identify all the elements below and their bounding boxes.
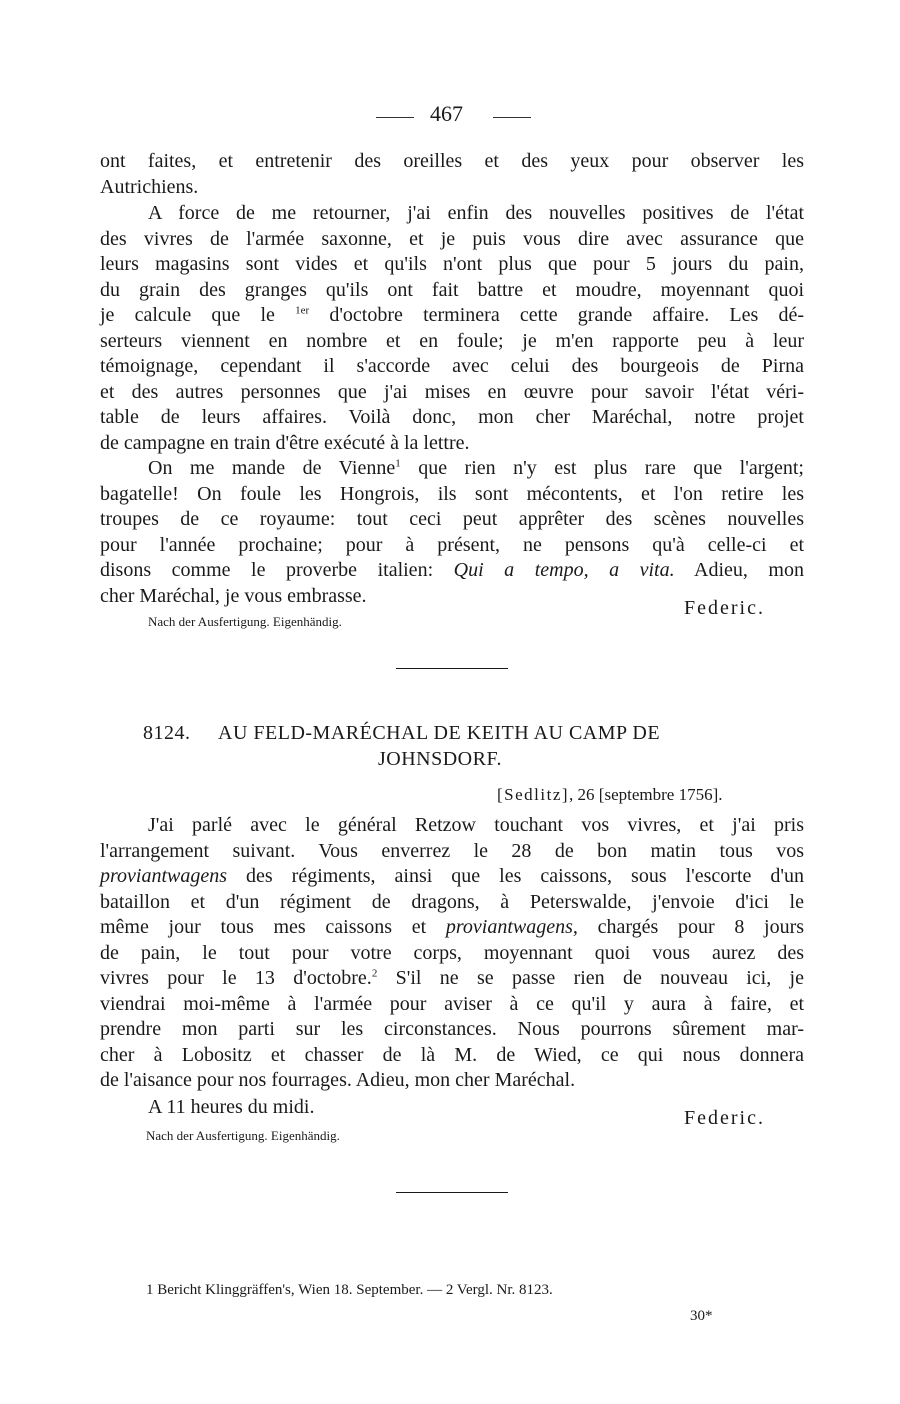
text-span: que rien n'y est plus rare que l'argent; <box>400 457 804 479</box>
text-span: je calcule que le <box>100 304 296 326</box>
text-span: S'il ne se passe rien de nouveau ici, je <box>377 967 804 989</box>
text-span: vivres pour le 13 d'octobre. <box>100 967 372 989</box>
text-span: d'octobre terminera cette grande affaire. Les dé- <box>309 304 804 326</box>
time-line: A 11 heures du midi. <box>148 1096 315 1118</box>
section-divider <box>396 1192 508 1193</box>
text-line: cher Maréchal, je vous embrasse. <box>100 585 367 607</box>
text-line: et des autres personnes que j'ai mises en œuvre pour savoir l'état véri- <box>100 381 804 403</box>
dateline-place: [Sedlitz] <box>497 785 570 804</box>
text-line <box>100 965 804 991</box>
italic-proverb: Qui a tempo, a vita. <box>453 559 675 581</box>
section-divider <box>396 668 508 669</box>
text-span: des régiments, ainsi que les caissons, sous l'escorte d'un <box>227 865 804 887</box>
letter-heading-line1: AU FELD-MARÉCHAL DE KEITH AU CAMP DE <box>218 722 661 744</box>
header-dash-left <box>376 117 414 118</box>
letter-number: 8124. <box>143 722 191 744</box>
dateline <box>497 782 722 808</box>
text-line <box>100 557 804 583</box>
text-line: l'arrangement suivant. Vous enverrez le 28 de bon matin tous vos <box>100 840 804 862</box>
italic-term: proviantwagens, <box>445 916 578 938</box>
text-line <box>100 863 804 889</box>
dateline-date: , 26 [septembre 1756]. <box>569 785 723 804</box>
text-line: ont faites, et entretenir des oreilles et des yeux pour observer les <box>100 150 804 172</box>
header-dash-right <box>493 117 531 118</box>
superscript-ordinal: 1er <box>295 304 310 317</box>
footnote-ref: 1 <box>395 457 401 470</box>
text-line: bagatelle! On foule les Hongrois, ils sont mécontents, et l'on retire les <box>100 483 804 505</box>
text-line: J'ai parlé avec le général Retzow touchant vos vivres, et j'ai pris <box>148 814 804 836</box>
text-line: A force de me retourner, j'ai enfin des nouvelles positives de l'état <box>148 202 804 224</box>
footnotes: 1 Bericht Klinggräffen's, Wien 18. September. — 2 Vergl. Nr. 8123. <box>146 1282 553 1298</box>
text-line <box>100 914 804 940</box>
text-line: de campagne en train d'être exécuté à la lettre. <box>100 432 470 454</box>
text-line: serteurs viennent en nombre et en foule; je m'en rapporte peu à leur <box>100 330 804 352</box>
signature-mark: 30* <box>690 1308 713 1324</box>
letter1-source-note: Nach der Ausfertigung. Eigenhändig. <box>148 614 342 629</box>
text-line <box>148 455 804 481</box>
page-number: 467 <box>430 101 463 126</box>
text-line: troupes de ce royaume: tout ceci peut apprêter des scènes nouvelles <box>100 508 804 530</box>
italic-term: proviantwagens <box>100 865 228 887</box>
text-line: du grain des granges qu'ils ont fait battre et moudre, moyennant quoi <box>100 279 804 301</box>
text-line: cher à Lobositz et chasser de là M. de Wied, ce qui nous donnera <box>100 1044 804 1066</box>
letter-heading-line2: JOHNSDORF. <box>378 748 502 770</box>
text-line: témoignage, cependant il s'accorde avec celui des bourgeois de Pirna <box>100 355 804 377</box>
text-line: de pain, le tout pour votre corps, moyennant quoi vous aurez des <box>100 942 804 964</box>
text-line: Autrichiens. <box>100 176 199 198</box>
text-line: leurs magasins sont vides et qu'ils n'ont plus que pour 5 jours du pain, <box>100 253 804 275</box>
text-line <box>100 302 804 328</box>
text-line: des vivres de l'armée saxonne, et je puis vous dire avec assurance que <box>100 228 804 250</box>
text-span: même jour tous mes caissons et <box>100 916 446 938</box>
text-line: de l'aisance pour nos fourrages. Adieu, mon cher Maréchal. <box>100 1069 576 1091</box>
text-span: On me mande de Vienne <box>148 457 396 479</box>
letter2-source-note: Nach der Ausfertigung. Eigenhändig. <box>146 1128 340 1143</box>
text-line: viendrai moi-même à l'armée pour aviser à ce qu'il y aura à faire, et <box>100 993 804 1015</box>
text-span: Adieu, mon <box>674 559 804 581</box>
letter1-signature: Federic. <box>684 597 765 619</box>
text-line: pour l'année prochaine; pour à présent, ne pensons qu'à celle-ci et <box>100 534 804 556</box>
text-line: table de leurs affaires. Voilà donc, mon cher Maréchal, notre projet <box>100 406 804 428</box>
letter2-signature: Federic. <box>684 1107 765 1129</box>
text-span: chargés pour 8 jours <box>577 916 805 938</box>
text-line: bataillon et d'un régiment de dragons, à Peterswalde, j'envoie d'ici le <box>100 891 804 913</box>
text-span: disons comme le proverbe italien: <box>100 559 454 581</box>
footnote-ref: 2 <box>371 967 378 980</box>
text-line: prendre mon parti sur les circonstances. Nous pourrons sûrement mar- <box>100 1018 804 1040</box>
